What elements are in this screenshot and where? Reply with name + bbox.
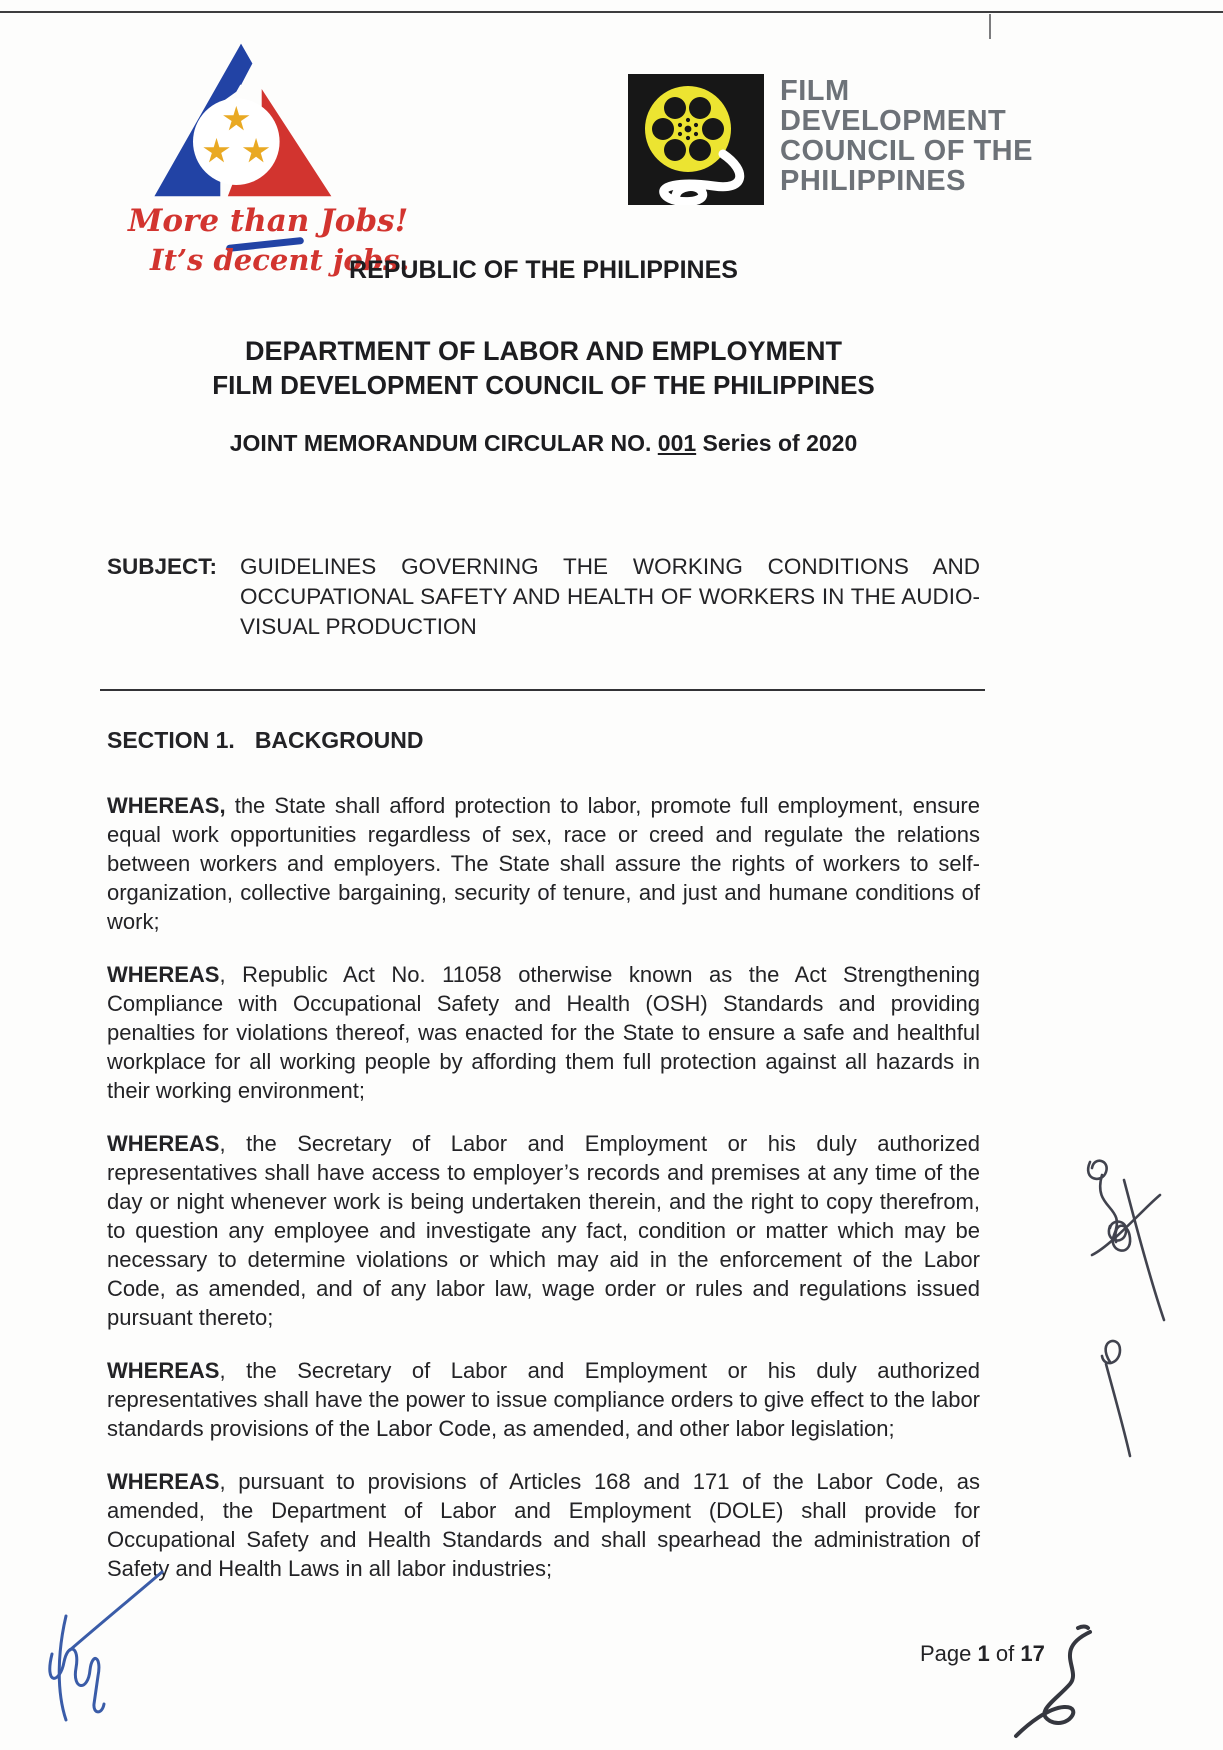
scan-artifact-tick (989, 14, 991, 39)
whereas-paragraph-1 (107, 791, 980, 936)
whereas-paragraph-5 (107, 1467, 980, 1583)
footer-of: of (989, 1641, 1021, 1666)
whereas-lead: WHEREAS (107, 962, 220, 987)
whereas-lead: WHEREAS (107, 1131, 220, 1156)
margin-signature-1 (1072, 1150, 1172, 1335)
section-title: BACKGROUND (254, 727, 424, 753)
footer-page-total: 17 (1020, 1641, 1045, 1666)
section-number: SECTION 1. (107, 727, 235, 753)
memo-number: 001 (657, 430, 697, 456)
page-footer (920, 1641, 1045, 1667)
fdcp-reel-icon (628, 74, 764, 205)
fdcp-name (780, 76, 1033, 196)
fdcp-name-line: PHILIPPINES (780, 165, 966, 197)
scan-artifact-line (0, 11, 1223, 13)
bottom-left-signature (36, 1558, 176, 1738)
dole-logo (118, 40, 410, 277)
margin-signature-2 (1080, 1334, 1142, 1469)
whereas-lead: WHEREAS (107, 1469, 220, 1494)
fdcp-name-line: DEVELOPMENT (780, 105, 1007, 137)
whereas-text: , Republic Act No. 11058 otherwise known as the Act Strengthening Compliance with Occupational Safety and Health (OSH) Standards and providing penalties for violations thereof, was enacted for the State to ensure a safe and healthful workplace for all working people by affording them full protection against all hazards in their working environment; (107, 962, 980, 1103)
section-heading (107, 726, 980, 755)
whereas-lead: WHEREAS, (107, 793, 226, 818)
subject-label: SUBJECT: (107, 554, 218, 579)
department-line: DEPARTMENT OF LABOR AND EMPLOYMENT (245, 336, 842, 366)
whereas-text: the State shall afford protection to labor, promote full employment, ensure equal work opportunities regardless of sex, race or creed and regulate the relations between workers and employers. The State shall assure the rights of workers to self-organization, collective bargaining, security of tenure, and just and humane conditions of work; (107, 793, 980, 934)
whereas-paragraph-2 (107, 960, 980, 1105)
whereas-text: , the Secretary of Labor and Employment or his duly authorized representatives shall have access to employer’s records and premises at any time of the day or night whenever work is being undertaken therein, and the right to copy therefrom, to question any employee and investigate any fact, condition or matter which may be necessary to determine violations or which may aid in the enforcement of the Labor Code, as amended, and of any labor law, wage order or rules and regulations issued pursuant thereto; (107, 1131, 980, 1330)
horizontal-rule (100, 689, 985, 691)
whereas-text: , pursuant to provisions of Articles 168 and 171 of the Labor Code, as amended, the Department of Labor and Employment (DOLE) shall provide for Occupational Safety and Health Standards and shall spearhead the administration of Safety and Health Laws in all labor industries; (107, 1469, 980, 1581)
subject-block (107, 552, 980, 642)
tagline-word: than (230, 203, 309, 239)
memo-prefix: JOINT MEMORANDUM CIRCULAR NO. (229, 430, 658, 456)
dole-tagline-2: It’s decent jobs. (150, 243, 410, 277)
republic-line: REPUBLIC OF THE PHILIPPINES (349, 256, 738, 284)
fdcp-name-line: FILM (780, 75, 850, 107)
dole-triangle-icon (146, 40, 336, 200)
memo-suffix: Series of 2020 (696, 430, 858, 456)
footer-page-number: 1 (977, 1641, 990, 1666)
tagline-post: Jobs! (309, 203, 409, 239)
dole-tagline-1 (128, 203, 408, 239)
tagline-pre: More (128, 203, 230, 239)
subject-text: GUIDELINES GOVERNING THE WORKING CONDITIONS AND OCCUPATIONAL SAFETY AND HEALTH OF WORKERS IN THE AUDIO-VISUAL PRODUCTION (240, 554, 980, 639)
memo-circular-line (107, 430, 980, 457)
fdcp-logo (628, 74, 1033, 205)
fdcp-name-line: COUNCIL OF THE (780, 135, 1033, 167)
footer-initial-signature (1008, 1622, 1123, 1742)
document-body (107, 726, 980, 1607)
whereas-lead: WHEREAS (107, 1358, 220, 1383)
whereas-text: , the Secretary of Labor and Employment or his duly authorized representatives shall have the power to issue compliance orders to give effect to the labor standards provisions of the Labor Code, as amended, and other labor legislation; (107, 1358, 980, 1441)
council-line: FILM DEVELOPMENT COUNCIL OF THE PHILIPPINES (212, 370, 875, 400)
whereas-paragraph-4 (107, 1356, 980, 1443)
whereas-paragraph-3 (107, 1129, 980, 1332)
footer-prefix: Page (920, 1641, 978, 1666)
